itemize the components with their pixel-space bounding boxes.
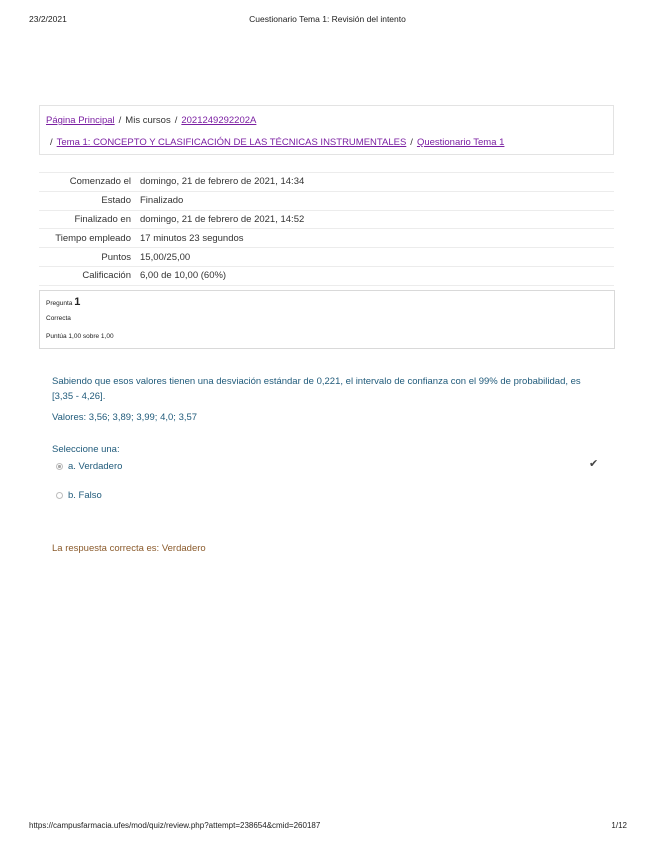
breadcrumb-separator: / <box>118 115 122 126</box>
breadcrumb-separator: / <box>50 137 53 148</box>
breadcrumb-my-courses: Mis cursos <box>125 115 171 126</box>
breadcrumb-topic-link[interactable]: Tema 1: CONCEPTO Y CLASIFICACIÓN DE LAS TÉCNICAS INSTRUMENTALES <box>56 137 407 148</box>
print-title: Cuestionario Tema 1: Revisión del intento <box>249 14 406 24</box>
breadcrumb-quiz-link[interactable]: Questionario Tema 1 <box>416 137 505 148</box>
summary-row-state <box>39 191 614 210</box>
breadcrumb <box>39 105 614 155</box>
summary-label: Puntos <box>101 251 131 263</box>
question-info-box <box>39 290 615 349</box>
summary-value: domingo, 21 de febrero de 2021, 14:52 <box>140 213 305 225</box>
question-text: Sabiendo que esos valores tienen una desviación estándar de 0,221, el intervalo de confianza con el 99% de probabilidad, es [3,35 - 4,26]. <box>52 376 581 402</box>
radio-selected[interactable] <box>56 463 63 470</box>
correct-answer-feedback: La respuesta correcta es: Verdadero <box>52 543 206 554</box>
print-date: 23/2/2021 <box>29 14 67 24</box>
answer-option-a[interactable] <box>56 461 122 472</box>
summary-row-time <box>39 228 614 247</box>
summary-label: Comenzado el <box>69 176 131 188</box>
summary-value: 15,00/25,00 <box>140 251 191 263</box>
summary-label: Finalizado en <box>74 213 131 225</box>
answer-option-b[interactable] <box>56 490 102 501</box>
summary-label: Tiempo empleado <box>55 232 131 244</box>
answer-prompt: Seleccione una: <box>52 444 120 455</box>
summary-value: 17 minutos 23 segundos <box>140 232 244 244</box>
summary-value: 6,00 de 10,00 (60%) <box>140 270 227 282</box>
question-number-label: Pregunta <box>46 300 73 307</box>
breadcrumb-course-link[interactable]: 2021249292202A <box>181 115 257 126</box>
breadcrumb-home-link[interactable]: Página Principal <box>46 115 115 126</box>
summary-row-grade <box>39 266 614 286</box>
print-header <box>0 14 655 28</box>
question-number <box>46 296 80 308</box>
summary-label: Estado <box>101 195 131 207</box>
question-state: Correcta <box>46 315 71 322</box>
question-grade: Puntúa 1,00 sobre 1,00 <box>46 333 114 340</box>
answer-option-label: a. Verdadero <box>68 461 123 472</box>
print-page-number: 1/12 <box>611 821 627 830</box>
summary-value: Finalizado <box>140 195 184 207</box>
breadcrumb-separator: / <box>410 137 413 148</box>
question-values: Valores: 3,56; 3,89; 3,99; 4,0; 3,57 <box>52 412 198 423</box>
breadcrumb-row-1 <box>46 115 256 126</box>
attempt-summary-table <box>39 172 614 286</box>
summary-value: domingo, 21 de febrero de 2021, 14:34 <box>140 176 305 188</box>
question-number-value: 1 <box>74 296 81 308</box>
radio-unselected[interactable] <box>56 492 63 499</box>
check-icon: ✔ <box>589 458 599 470</box>
answer-option-label: b. Falso <box>68 490 102 501</box>
summary-row-started <box>39 172 614 191</box>
summary-row-points <box>39 247 614 266</box>
summary-row-finished <box>39 210 614 229</box>
breadcrumb-separator: / <box>174 115 178 126</box>
breadcrumb-row-2 <box>46 137 504 148</box>
print-url: https://campusfarmacia.ufes/mod/quiz/review.php?attempt=238654&cmid=260187 <box>29 821 321 830</box>
summary-label: Calificación <box>82 270 131 282</box>
